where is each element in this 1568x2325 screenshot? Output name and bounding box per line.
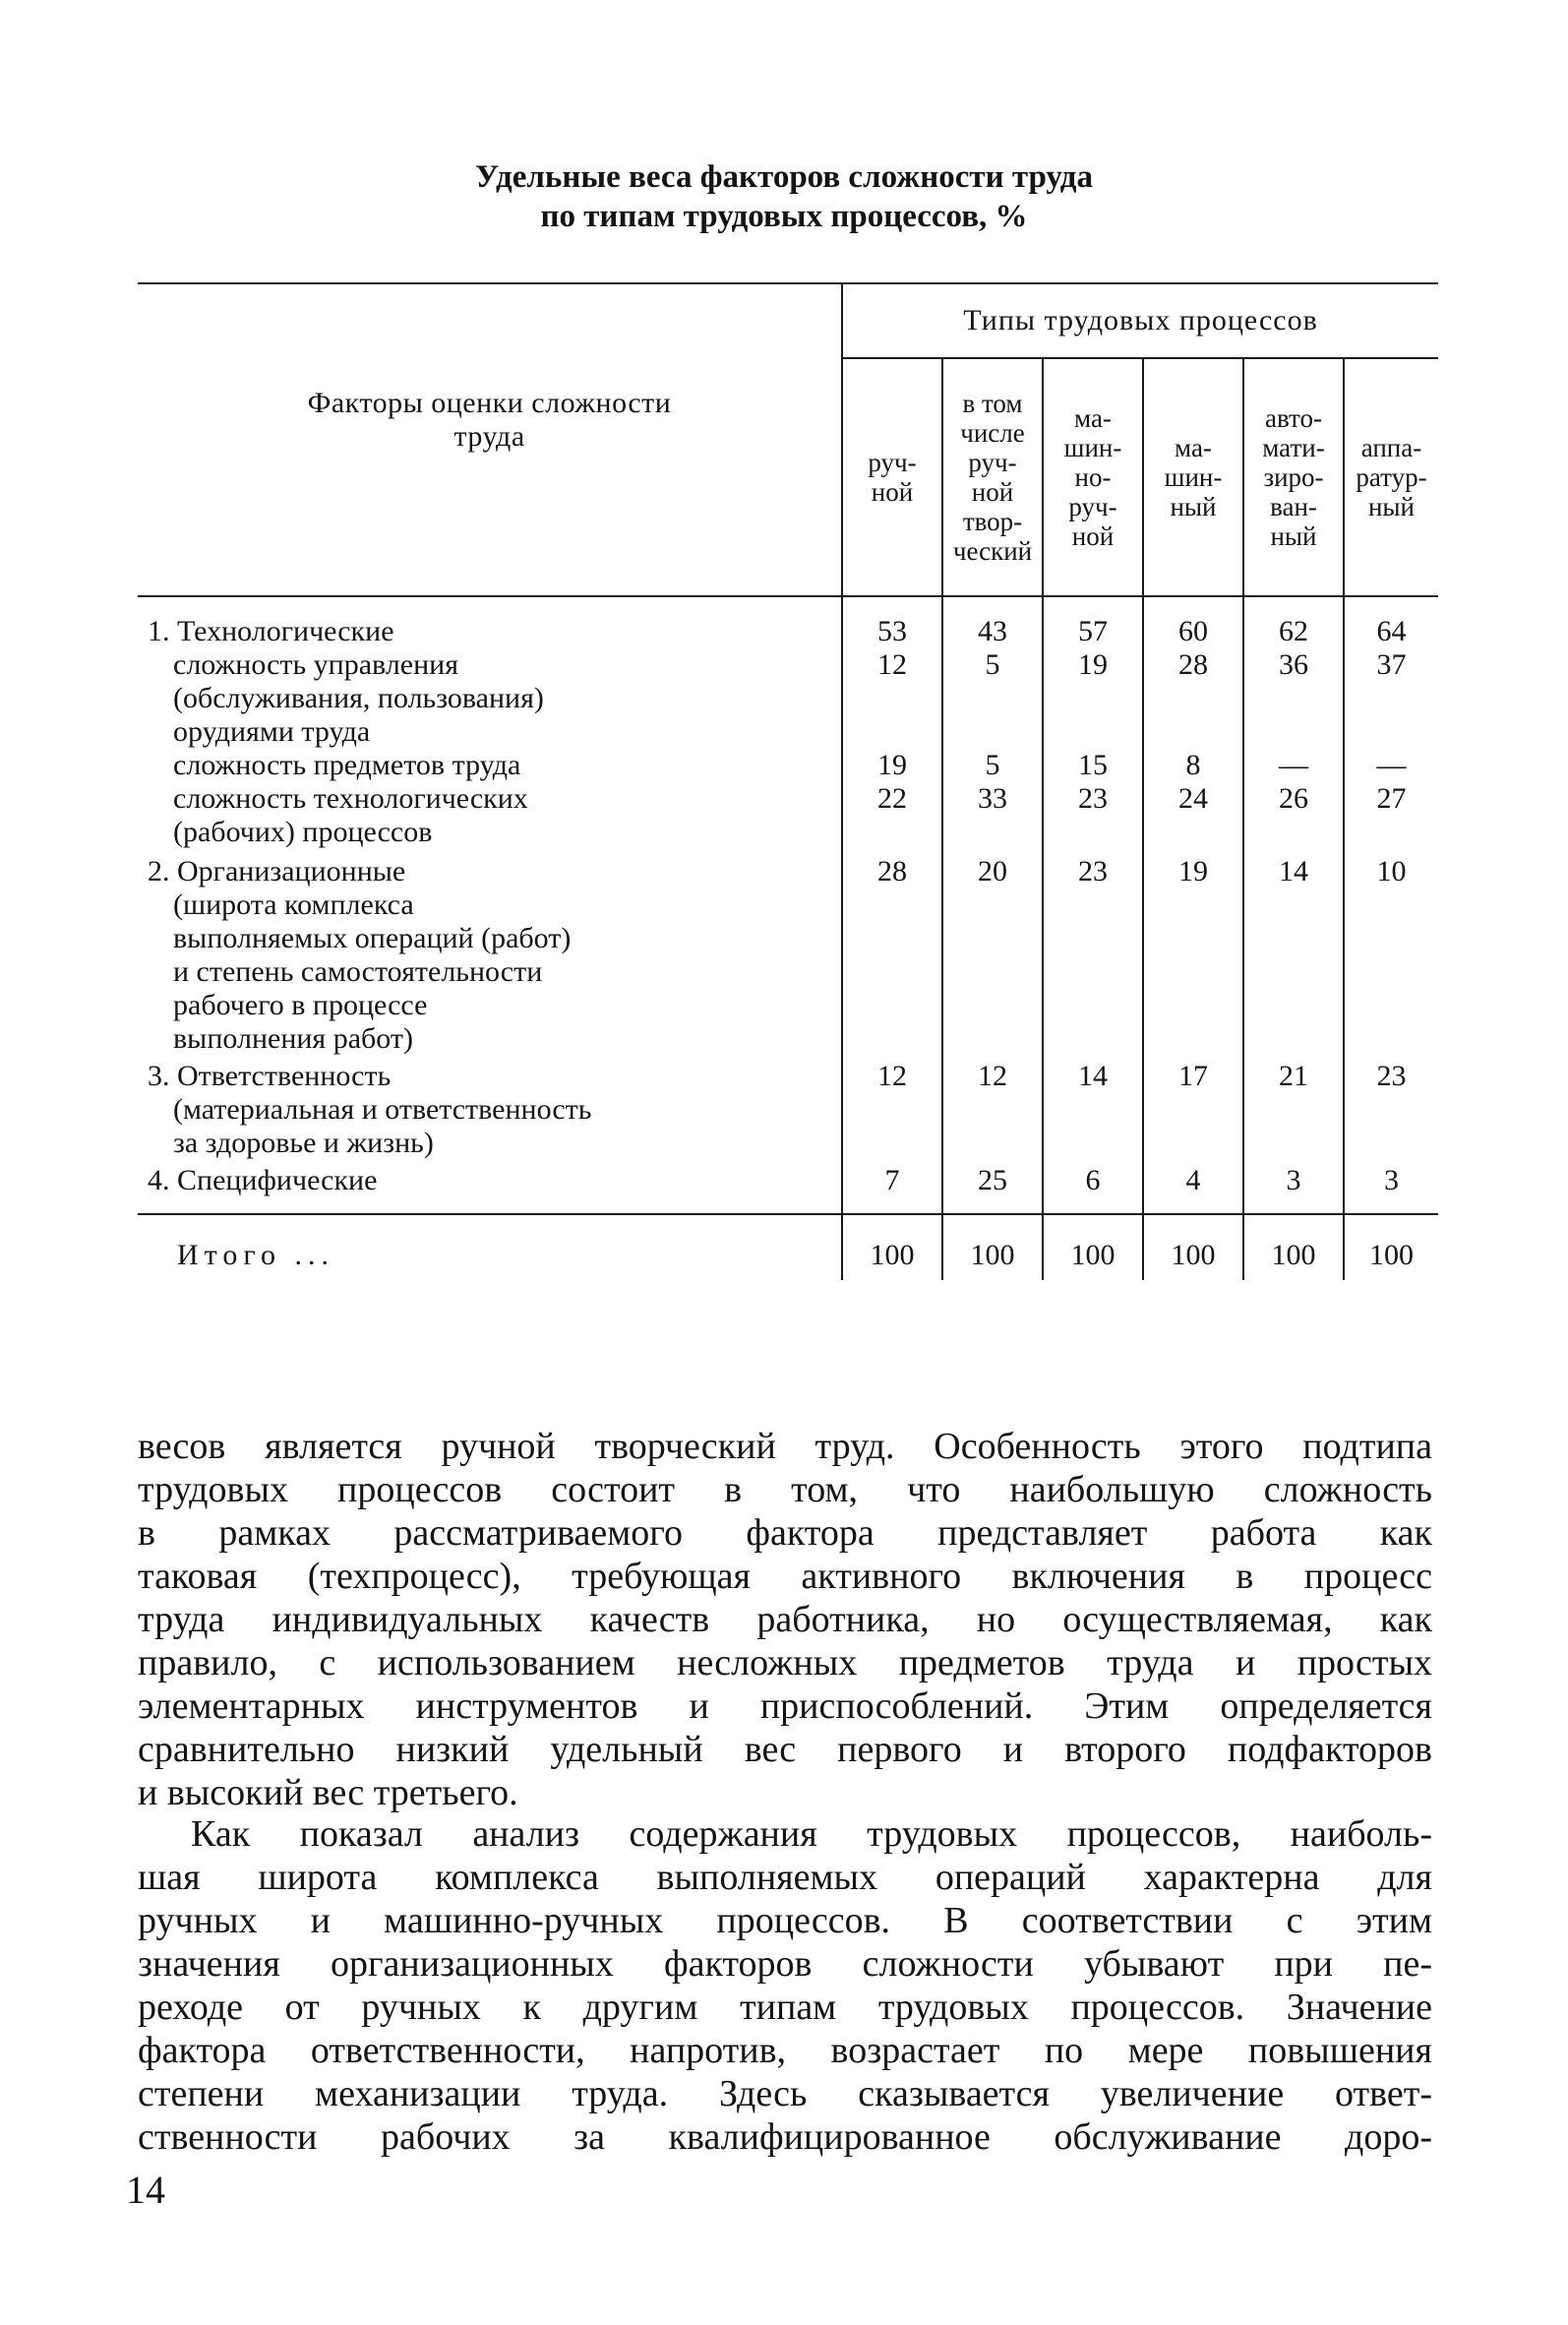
col-header-manual: руч- ной	[842, 358, 942, 596]
total-label: Итого ...	[138, 1214, 842, 1280]
table-title	[0, 157, 1568, 236]
factor-responsibility: 3. Ответственность (материальная и ответственность за здоровье и жизнь)	[148, 1060, 592, 1159]
table-row	[138, 596, 1438, 849]
factor-technological: 1. Технологические сложность управления (обслуживания, пользования) орудиями труда сложность предметов труда сложность технологических (рабочих) процессов	[148, 615, 544, 848]
cell-col-3: 57 19 15 23	[1043, 596, 1143, 849]
table-title-line-1: Удельные веса факторов сложности труда	[475, 159, 1093, 195]
factor-organizational: 2. Организационные (широта комплекса выполняемых операций (работ) и степень самостоятельности рабочего в процессе выполнения работ)	[148, 855, 572, 1055]
body-paragraph-1: весов является ручной творческий труд. Особенность этого подтипа трудовых процессов состоит в том, что наибольшую сложность в рамках рассматриваемого фактора представляет работа как таковая (техпроцесс), требующая активного включения в процесс труда индивидуальных качеств работника, но осуществляемая, как правило, с использованием несложных предметов труда и простых элементарных инструментов и приспособлений. Этим определяется сравнительно низкий удельный вес первого и второго подфакторов и высокий вес третьего.	[138, 1426, 1432, 1813]
table-title-line-2: по типам трудовых процессов, %	[540, 199, 1028, 234]
cell-col-5: 62 36 — 26	[1243, 596, 1344, 849]
total-row: Итого ... 100 100 100 100 100 100	[138, 1214, 1438, 1280]
page-number: 14	[126, 2168, 165, 2212]
body-paragraph-2: Как показал анализ содержания трудовых процессов, наиболь- шая широта комплекса выполняемых операций характерна для ручных и машинно-ручных процессов. В соответствии с этим значения организационных факторов сложности убывают при пе- реходе от ручных к другим типам трудовых процессов. Значение фактора ответственности, напротив, возрастает по мере повышения степени механизации труда. Здесь сказывается увеличение ответ- ственности рабочих за квалифицированное обслуживание доро-	[138, 1813, 1432, 2158]
table-row: 2. Организационные (широта комплекса выполняемых операций (работ) и степень самостоятельности рабочего в процессе выполнения работ) 28 20 23 19 14 10	[138, 849, 1438, 1056]
factor-specific: 4. Специфические	[148, 1164, 378, 1196]
col-header-machine-manual: ма- шин- но- руч- ной	[1043, 358, 1143, 596]
cell-col-2: 43 5 5 33	[942, 596, 1043, 849]
cell-col-4: 60 28 8 24	[1143, 596, 1243, 849]
col-header-machine: ма- шин- ный	[1143, 358, 1243, 596]
table-row: 3. Ответственность (материальная и ответственность за здоровье и жизнь) 12 12 14 17 21 23	[138, 1056, 1438, 1160]
col-header-automated: авто- мати- зиро- ван- ный	[1243, 358, 1344, 596]
factor-column-header: Факторы оценки сложности труда	[138, 283, 842, 596]
cell-col-6: 64 37 — 27	[1344, 596, 1438, 849]
table-row: 4. Специфические 7 25 6 4 3 3	[138, 1160, 1438, 1214]
process-types-header: Типы трудовых процессов	[842, 283, 1438, 358]
col-header-manual-creative: в том числе руч- ной твор- ческий	[942, 358, 1043, 596]
cell-col-1: 53 12 19 22	[842, 596, 942, 849]
col-header-apparatus: аппа- ратур- ный	[1344, 358, 1438, 596]
factors-table	[138, 282, 1438, 1280]
